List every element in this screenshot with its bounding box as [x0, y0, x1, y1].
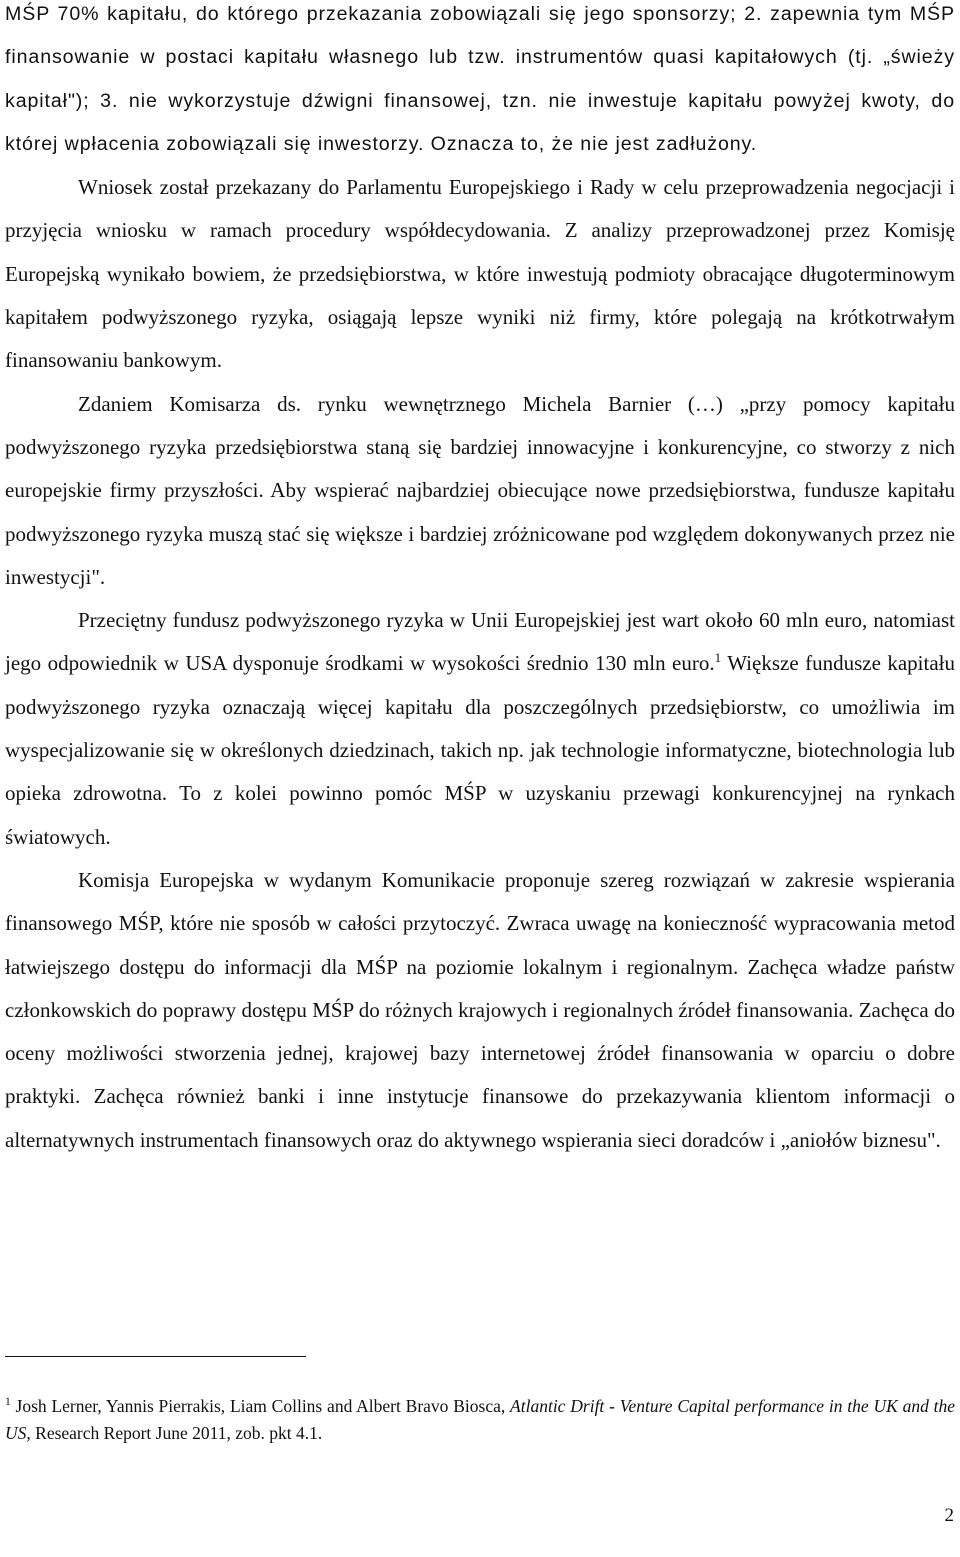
footnote-reference[interactable]: 1 [714, 650, 722, 666]
paragraph-fund-size-continuation: Większe fundusze kapitału podwyższonego ryzyka oznaczają więcej kapitału dla poszczególnych przedsiębiorstw, co umożliwia im wyspecjalizowanie się w określonych dziedzinach, takich np. jak technologie informatyczne, biotechnologia lub opieka zdrowotna. To z kolei powinno pomóc MŚP w uzyskaniu przewagi konkurencyjnej na rynkach światowych. [5, 651, 955, 849]
paragraph-fund-size [5, 599, 955, 859]
paragraph-commissioner-quote: Zdaniem Komisarza ds. rynku wewnętrznego Michela Barnier (…) „przy pomocy kapitału podwyższonego ryzyka przedsiębiorstwa staną się bardziej innowacyjne i konkurencyjne, co stworzy z nich europejskie firmy przyszłości. Aby wspierać najbardziej obiecujące nowe przedsiębiorstwa, fundusze kapitału podwyższonego ryzyka muszą stać się większe i bardziej zróżnicowane pod względem dokonywanych przez nie inwestycji". [5, 391, 955, 589]
footnote-authors: Josh Lerner, Yannis Pierrakis, Liam Collins and Albert Bravo Biosca, [10, 1396, 511, 1416]
footnote-details: , Research Report June 2011, zob. pkt 4.1. [26, 1423, 323, 1443]
paragraph-commission-communication: Komisja Europejska w wydanym Komunikacie proponuje szereg rozwiązań w zakresie wspierania finansowego MŚP, które nie sposób w całości przytoczyć. Zwraca uwagę na konieczność wypracowania metod łatwiejszego dostępu do informacji dla MŚP na poziomie lokalnym i regionalnym. Zachęca władze państw członkowskich do poprawy dostępu MŚP do różnych krajowych i regionalnych źródeł finansowania. Zachęca do oceny możliwości stworzenia jednej, krajowej bazy internetowej źródeł finansowania w oparciu o dobre praktyki. Zachęca również banki i inne instytucje finansowe do przekazywania klientom informacji o alternatywnych instrumentach finansowych oraz do aktywnego wspierania sieci doradców i „aniołów biznesu". [5, 867, 955, 1152]
paragraph-fund-size-text: Przeciętny fundusz podwyższonego ryzyka w Unii Europejskiej jest wart około 60 mln euro, natomiast jego odpowiednik w USA dysponuje środkami w wysokości średnio 130 mln euro. [5, 608, 955, 676]
footnote-separator [5, 1356, 306, 1357]
footnote-number: 1 [5, 1396, 11, 1409]
page-number: 2 [944, 1505, 954, 1526]
document-body [5, 0, 955, 1162]
paragraph-fund-conditions: MŚP 70% kapitału, do którego przekazania zobowiązali się jego sponsorzy; 2. zapewnia tym MŚP finansowanie w postaci kapitału własnego lub tzw. instrumentów quasi kapitałowych (tj. „świeży kapitał"); 3. nie wykorzystuje dźwigni finansowej, tzn. nie inwestuje kapitału powyżej kwoty, do której wpłacenia zobowiązali się inwestorzy. Oznacza to, że nie jest zadłużony. [5, 3, 955, 155]
paragraph-proposal: Wniosek został przekazany do Parlamentu Europejskiego i Rady w celu przeprowadzenia negocjacji i przyjęcia wniosku w ramach procedury współdecydowania. Z analizy przeprowadzonej przez Komisję Europejską wynikało bowiem, że przedsiębiorstwa, w które inwestują podmioty obracające długoterminowym kapitałem podwyższonego ryzyka, osiągają lepsze wyniki niż firmy, które polegają na krótkotrwałym finansowaniu bankowym. [5, 175, 955, 373]
footnote [5, 1393, 955, 1447]
footnote-title: Atlantic Drift - Venture Capital performance in the UK and the US [5, 1396, 956, 1443]
